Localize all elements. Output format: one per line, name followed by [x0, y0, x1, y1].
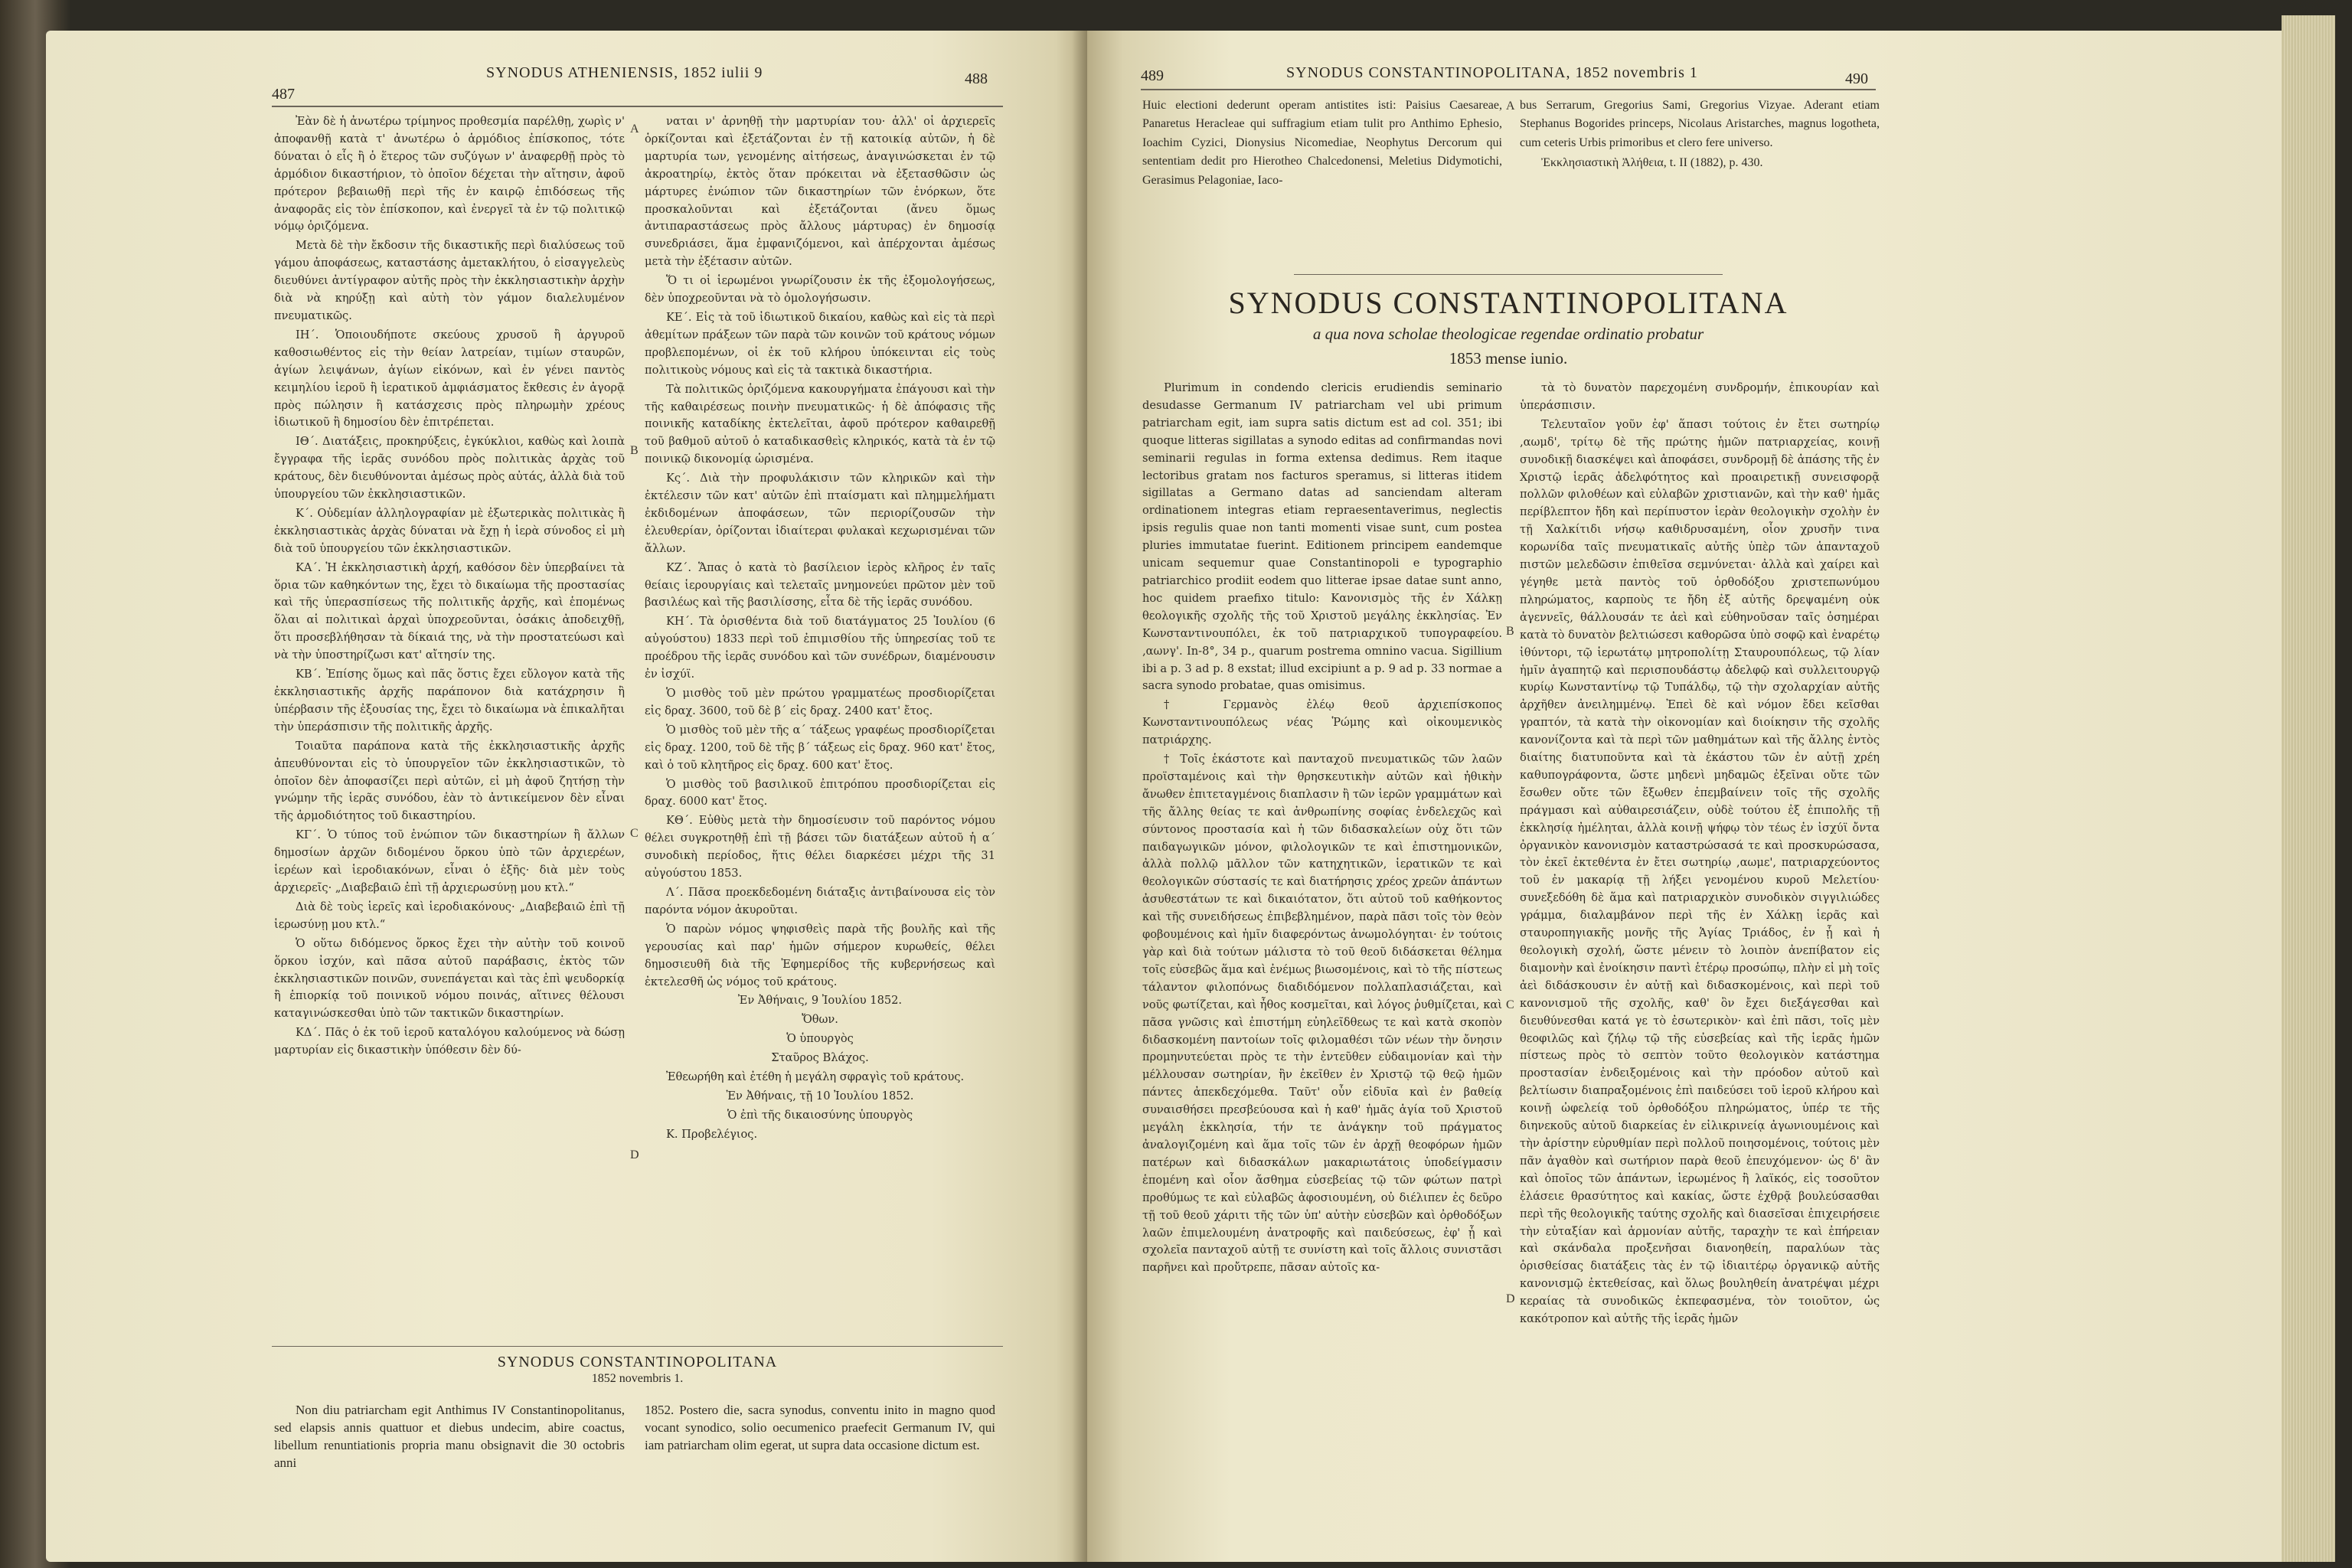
text-column-right-b [1520, 380, 1880, 1559]
paragraph: ναται ν' ἀρνηθῇ τὴν μαρτυρίαν του· ἀλλ' οἱ ἀρχιερεῖς ὁρκίζονται καὶ ἐξετάζονται ἐν τῇ κατοικίᾳ αὐτῶν, ἡ δὲ μαρτυρία των, γενομένης αἰτήσεως, ἀναγινώσκεται ἐν τῷ ἀκροατηρίῳ, ἐκτὸς ὅταν πρόκειται νὰ ἐξετασθῶσιν ὡς μάρτυρες ἐνώπιον τῶν δικαστηρίων τῶν ἐνόρκων, ὅτε προσκαλοῦνται καὶ ἐξετάζονται (ἄνευ ὅμως ἀντιπαραστάσεως πρὸς ἄλλους μάρτυρας) ἐν δημοσίᾳ συνεδριάσει, ἅμα ἐμφανιζόμενοι, καὶ ἀπέρχονται ἀμέσως μετὰ τὴν ἐξέτασιν αὐτῶν. [645, 115, 995, 269]
paragraph: τὰ τὸ δυνατὸν παρεχομένη συνδρομήν, ἐπικουρίαν καὶ ὑπεράσπισιν. [1520, 381, 1880, 412]
paragraph: ΚΑ΄. Ἡ ἐκκλησιαστικὴ ἀρχή, καθόσον δὲν ὑπερβαίνει τὰ ὅρια τῶν καθηκόντων της, ἔχει τὸ δικαίωμα τῆς προστασίας καὶ τῆς ὑπερασπίσεως τῆς πολιτικῆς ἀρχῆς, καὶ ἑπομένως ὅλαι αἱ πολιτικαὶ ἀρχαὶ ὑποχρεοῦνται, ὁσάκις ἀποδειχθῇ, ὅτι προσεβλήθησαν τὰ δίκαιά της, νὰ τὴν προστατεύωσι καὶ νὰ τὴν ὑποστηρίζωσι κατ' αἴτησίν της. [274, 560, 625, 662]
running-head-right: SYNODUS CONSTANTINOPOLITANA, 1852 novembris 1 [1286, 64, 1698, 81]
page-number-inner-left: 488 [965, 70, 988, 87]
paragraph: † Γερμανὸς ἐλέῳ θεοῦ ἀρχιεπίσκοπος Κωνσταντινουπόλεως νέας Ῥώμης καὶ οἰκουμενικὸς πατριάρχης. [1142, 698, 1502, 747]
margin-letter-right-d: D [1506, 1292, 1515, 1305]
running-head-left: SYNODUS ATHENIENSIS, 1852 iulii 9 [486, 64, 763, 81]
paragraph: Ὁ οὕτω διδόμενος ὅρκος ἔχει τὴν αὐτὴν τοῦ κοινοῦ ὅρκου ἰσχύν, καὶ πᾶσα αὐτοῦ παράβασις, ἐκτὸς τῶν ἐκκλησιαστικῶν ποινῶν, συνεπάγεται καὶ τὰς ἐπὶ ψευδορκίᾳ ἢ ἐπιορκίᾳ τοῦ ποινικοῦ νόμου ποινάς, αἵτινες θέλουσι καταγινώσκεσθαι ὑπὸ τῶν τακτικῶν δικαστηρίων. [274, 936, 625, 1021]
subtitle-1: a qua nova scholae theologicae regendae ordinatio probatur [1312, 325, 1704, 343]
paragraph: ΚΓ΄. Ὁ τύπος τοῦ ἐνώπιον τῶν δικαστηρίων ἢ ἄλλων δημοσίων ἀρχῶν διδομένου ὅρκου ὑπὸ τῶν ἀρχιερέων, ἱερέων καὶ ἱεροδιακόνων, εἶναι ὁ ἑξῆς· διὰ μὲν τοὺς ἀρχιερεῖς· „Διαβεβαιῶ ἐπὶ τῇ ἀρχιερωσύνῃ μου κτλ.“ [274, 828, 625, 894]
paragraph: Τελευταῖον γοῦν ἐφ' ἅπασι τούτοις ἐν ἔτει σωτηρίῳ ‚αωμδ', τρίτῳ δὲ τῆς πρώτης ἡμῶν πατριαρχείας, κοινῇ συνοδικῇ διασκέψει καὶ ἀποφάσει, συνδρομῇ δὲ ἁπάσης τῆς ἐν Χριστῷ ἱερᾶς ἀδελφότητος καὶ προαιρετικῇ συνεισφορᾷ πολλῶν φιλοθέων καὶ εὐλαβῶν χριστιανῶν, καὶ τὴν καθ' ἡμᾶς περίβλεπτον ἤδη καὶ περίπυστον ἱερὰν θεολογικὴν σχολὴν ἐν τῇ Χαλκίτιδι νήσῳ καθιδρυσαμένη, οἷον χρυσῆν τινα κορωνίδα ταῖς πνευματικαῖς αὐτῆς ὑπὲρ τῶν ἁπανταχοῦ πιστῶν μελεδῶσιν ἐπιθεῖσα σεμνύνεται· ἀλλὰ καὶ χαίρει καὶ γέγηθε μετὰ παντὸς τοῦ ὀρθοδόξου χριστεπωνύμου πληρώματος, καρποὺς τε ἤδη ἐξ αὐτῆς δρεψαμένη οὐκ ἀγεννεῖς, θάλλουσάν τε ἀεὶ καὶ εὐθηνοῦσαν ταῖς ὁσημέραι κατὰ τὸ δυνατὸν βελτιώσεσι καθορῶσα ὑπὸ σοφῷ καὶ ἐναρέτῳ ἰθύντορι, τῷ ἱερωτάτῳ μητροπολίτῃ Σταυρουπόλεως, τῷ λίαν ἡμῖν ἀγαπητῷ καὶ περισπουδάστῳ ἀδελφῷ καὶ συλλειτουργῷ κυρίῳ Κωνσταντίνῳ τῷ Τυπάλδῳ, τῷ τὴν σχολαρχίαν αὐτῆς ἀρχῆθεν ἀνειλημμένῳ. Ἐπεὶ δὲ καὶ νόμον ἔδει κεῖσθαι γραπτόν, τὰ κατὰ τὴν οἰκονομίαν καὶ διοίκησιν τῆς σχολῆς κανονίζοντα καὶ τὰ περὶ τῶν μαθημάτων καὶ τῆς ἄλλης ἐντὸς διαίτης διατυποῦντα καὶ τὰ ἑκάστου τῶν ἐν αὐτῇ χρέη καθυπογράφοντα, ὥστε μηδενὶ μηδαμῶς ἐξεῖναι οὔτε τῶν ἔσωθεν οὔτε τῶν ἔξωθεν ἐπεμβαίνειν τοῖς τῆς σχολῆς πράγμασι καὶ αὐθαιρεσιάζειν, οὐδὲ τούτου ἐξ ἐπιπολῆς τῇ ἐκκλησίᾳ ἠμέληται, ἀλλὰ κοινῇ ψήφῳ τὸν τέως ἐν ἰσχύϊ ὄντα ὀργανικὸν κανονισμὸν καταστρώσασά τε καὶ προσκυρώσασα, τὸν ἐκεῖ ἐκτεθέντα ἐν ἔτει σωτηρίῳ ‚αωμε', πατριαρχεύοντος τοῦ ἐν μακαρίᾳ τῇ λήξει γενομένου κυροῦ Μελετίου· συνεξεδόθη δὲ ἅμα καὶ πατριαρχικὸν συνοδικὸν σιγγιλιώδες γράμμα, διαλαμβάνον περὶ τῆς ἐν Χάλκῃ ἱερᾶς καὶ σταυροπηγιακῆς μονῆς τῆς Ἁγίας Τριάδος, ἐν ᾗ καὶ ἡ θεολογικὴ σχολή, ὥστε μένειν τὸ λοιπὸν ἀνεπίβατον εἰς διαμονὴν καὶ ἐνοίκησιν παντὶ ἑτέρῳ προσώπῳ, πλὴν εἰ μὴ τοῖς ἀεὶ διδάσκουσιν ἐν αὐτῇ καὶ διδασκομένοις, καὶ περὶ τοῦ κανονισμοῦ τῆς σχολῆς, καθ' ὃν ἔχει διεξάγεσθαι καὶ διευθύνεσθαι κατά γε τὸ ἐσωτερικὸν· καὶ ἐπὶ πᾶσι, τοῖς μὲν θεοφιλῶς καὶ ζήλῳ τῷ τῆς εὐσεβείας καὶ τῆς ἱερᾶς ἡμῶν πίστεως πρὸς τὸ σεπτὸν τοῦτο θεολογικὸν κατάστημα προστασίαν ἐνδειξομένοις καὶ τὴν πρόοδον αὐτοῦ καὶ βελτίωσιν διαπραξομένοις ἐπὶ παιδεύσει τοῦ ἱεροῦ κλήρου καὶ κοινῇ ὠφελείᾳ τοῦ ὀρθοδόξου πληρώματος, ὑπέρ τε τῆς διηνεκοῦς αὐτοῦ διαρκείας ἐν εἰλικρινείᾳ ἀγωνιουμένοις καὶ τὴν ἀρίστην εὐρυθμίαν περὶ πολλοῦ ποιησομένοις, τούτοις μὲν πᾶν ἀγαθὸν καὶ σωτήριον παρὰ θεοῦ ἐπευχόμενον· ὡς δ' ἂν καὶ ὁποῖος τῶν ἁπάντων, ἱερωμένος ἢ λαϊκός, εἰς τοσοῦτον ἐλάσειε θρασύτητος καὶ κακίας, ὥστε ἐχθρᾷ βουλεύσασθαι περὶ τῆς θεολογικῆς ταύτης σχολῆς καὶ διασεῖσαι ἐπιχειρήσειε τὴν εὐταξίαν καὶ ἁρμονίαν αὐτῆς, ταραχὴν τε καὶ ἐπήρειαν καὶ σκάνδαλα προξενῆσαι διανοηθείη, παραλύων τὰς ὁρισθείσας διατάξεις τὰς ἐν τῷ ἰδιαιτέρῳ ὀργανικῷ αὐτῆς κανονισμῷ ἐκτεθείσας, καὶ ὅλως βουληθείη ἀνατρέψαι μέχρι κεραίας τὰ συνοδικῶς ἐκπεφασμένα, τὸν τοιοῦτον, ὡς κακότροπον καὶ αὐτῆς τῆς ἱερᾶς ἡμῶν [1520, 417, 1880, 1326]
margin-letter-a: A [630, 122, 639, 136]
paragraph: Ὁ παρὼν νόμος ψηφισθεὶς παρὰ τῆς βουλῆς καὶ τῆς γερουσίας καὶ παρ' ἡμῶν σήμερον κυρωθείς, θέλει δημοσιευθῆ διὰ τῆς Ἐφημερίδος τῆς κυβερνήσεως καὶ ἐκτελεσθῆ ὡς νόμος τοῦ κράτους. [645, 922, 995, 988]
subtitle-2: 1853 mense iunio. [1449, 349, 1568, 368]
margin-letter-right-a: A [1506, 100, 1515, 113]
bottom-col-left-b [645, 1401, 995, 1485]
paragraph: Ὁ μισθὸς τοῦ μὲν πρώτου γραμματέως προσδιορίζεται εἰς δραχ. 3600, τοῦ δὲ β΄ εἰς δραχ. 2400 κατ' ἔτος. [645, 687, 995, 717]
text-column-left-b [645, 113, 995, 1338]
margin-letter-right-b: B [1506, 625, 1514, 638]
paragraph: Κ. Προβελέγιος. [666, 1127, 758, 1141]
paragraph: Κ΄. Οὐδεμίαν ἀλληλογραφίαν μὲ ἐξωτερικὰς πολιτικὰς ἢ ἐκκλησιαστικὰς ἀρχὰς δύναται νὰ ἔχῃ ἡ ἱερὰ σύνοδος εἰ μὴ διὰ τοῦ ὑπουργείου τῶν ἐκκλησιαστικῶν. [274, 506, 625, 555]
paragraph: ΙΘ΄. Διατάξεις, προκηρύξεις, ἐγκύκλιοι, καθὼς καὶ λοιπὰ ἔγγραφα τῆς ἱερᾶς συνόδου πρὸς πολιτικὰς ἀρχὰς τοῦ κράτους, δὲν διευθύνονται ἀμέσως πρὸς αὐτάς, ἀλλὰ διὰ τοῦ ὑπουργείου τῶν ἐκκλησιαστικῶν. [274, 435, 625, 501]
paragraph: ΚΕ΄. Εἰς τὰ τοῦ ἰδιωτικοῦ δικαίου, καθὼς καὶ εἰς τὰ περὶ ἀθεμίτων πράξεων τῶν παρὰ τῶν κοινῶν τοῦ κράτους νόμων προβλεπομένων, οἱ ἐκ τοῦ κλήρου ὑπόκεινται εἰς τοὺς πολιτικοὺς νόμους καὶ εἰς τὰ τακτικὰ δικαστήρια. [645, 310, 995, 377]
paragraph: Ὁ μισθὸς τοῦ μὲν τῆς α΄ τάξεως γραφέως προσδιορίζεται εἰς δραχ. 1200, τοῦ δὲ τῆς β΄ τάξεως εἰς δραχ. 960 κατ' ἔτος, καὶ ὁ τοῦ κλητῆρος εἰς δραχ. 600 κατ' ἔτος. [645, 723, 995, 772]
paragraph: Κς΄. Διὰ τὴν προφυλάκισιν τῶν κληρικῶν καὶ τὴν ἐκτέλεσιν τῶν κατ' αὐτῶν ἐπὶ πταίσματι καὶ πλημμελήματι ἐκδιδομένων ἀποφάσεων, τῶν περιορίζουσῶν τὴν ἐλευθερίαν, ὁρίζονται ἰδιαίτεραι φυλακαὶ κεχωρισμέναι τῶν ἄλλων. [645, 472, 995, 555]
paragraph: Ὁ μισθὸς τοῦ βασιλικοῦ ἐπιτρόπου προσδιορίζεται εἰς δραχ. 6000 κατ' ἔτος. [645, 777, 995, 808]
paragraph: Λ΄. Πᾶσα προεκδεδομένη διάταξις ἀντιβαίνουσα εἰς τὸν παρόντα νόμον ἀκυροῦται. [645, 885, 995, 916]
paragraph: Ὄθων. [802, 1013, 838, 1027]
top-col-right-b [1520, 96, 1880, 234]
bottom-paragraph-a: Non diu patriarcham egit Anthimus IV Constantinopolitanus, sed elapsis annis quattuor et diebus undecim, abire coactus, libellum renuntiationis propria manu obsignavit die 30 octobris anni [274, 1403, 625, 1470]
margin-letter-b: B [630, 444, 639, 457]
text-column-right-a [1142, 380, 1502, 1559]
paragraph: ΚΔ΄. Πᾶς ὁ ἐκ τοῦ ἱεροῦ καταλόγου καλούμενος νὰ δώσῃ μαρτυρίαν εἰς δικαστικὴν ὑπόθεσιν δὲν δύ- [274, 1026, 625, 1057]
top-reference: Ἐκκλησιαστικὴ Ἀλήθεια, t. II (1882), p. 430. [1541, 156, 1763, 170]
paragraph: † Τοῖς ἑκάστοτε καὶ πανταχοῦ πνευματικῶς τῶν λαῶν προϊσταμένοις καὶ τὴν θρησκευτικὴν αὐτῶν καὶ ἠθικὴν ἄνωθεν ἐπιτεταγμένοις διαπλασιν ἢ τῶν ἱερῶν γραμμάτων καὶ τῆς ἄλλης θείας τε καὶ ἀνθρωπίνης σοφίας ἐνδελεχῶς καὶ σύντονος προστασία καὶ ἡ τῶν διδασκαλείων οὐχ ὅτι τῶν παιδαγωγικῶν μόνον, φιλολογικῶν τε καὶ ἐπιστημονικῶν, ἀλλὰ πολλῷ μᾶλλον τῶν κατηχητικῶν, ἱερατικῶν τε καὶ θεολογικῶν σύστασίς τε καὶ διατήρησις χρέος χρεῶν ἁπάντων ἀσυθεστάτων τε καὶ δικαιότατον, ὅτι αὐτοῦ τοῦ καθήκοντος καὶ τῆς συνειδήσεως ἐπιβεβλημένον, παρὰ πᾶσι τοῖς τὸν θεὸν φοβουμένοις καὶ ἡμῖν διαφερόντως ἀνωμολόγηται· ἐν τούτοις γὰρ καὶ διὰ τούτων μάλιστα τὸ τοῦ θεοῦ διδάσκεται θέλημα τοῖς εὐσεβῶς ἅμα καὶ ἐνέμως βιωσομένοις, καὶ τὸ τῆς πίστεως τάλαντον φιλοπόνως διαδιδόμενον πολλαπλασιάζεται, καὶ νοῦς φωτίζεται, καὶ ἦθος κοσμεῖται, καὶ λόγος ῥυθμίζεται, καὶ πᾶσα γνῶσις καὶ ἐπιστήμη εὐηλεῖδθεως τε καὶ κατὰ σκοπὸν διδασκομένη παντοίων τοῖς φιλομαθέσι τῶν νέων τὴν ὄνησιν προμηνυτεύεται πρὸς τε τὴν ἐντεῦθεν εὐδαιμονίαν καὶ τὴν μέλλουσαν σωτηρίαν, ἣν ἐκεῖθεν ἐν Χριστῷ τῷ θεῷ ἡμῶν πάντες ἀπεκδεχόμεθα. Ταῦτ' οὖν εἰδυῖα καὶ ἐν βαθείᾳ συναισθήσει πρεσβεύουσα καὶ ἡ καθ' ἡμᾶς ἁγία τοῦ Χριστοῦ μεγάλη ἐκκλησία, τήν τε ἀνάγκην τοῦ πράγματος ἀναλογιζομένη καὶ ἅμα τοῖς τῶν ἐν ἀρχῇ θεοφόρων ἡμῶν πατέρων καὶ διδασκάλων μακαριωτάτοις ὑποδείγμασιν ἑπομένη καὶ οἷον ἄσθημα εὐσεβείας τῷ τῶν φώτων πατρὶ προθύμως τε καὶ εὐλαβῶς ἀφοσιουμένη, οὐ διέλιπεν ἐς δεῦρο τῇ τοῦ θεοῦ χάριτι τῆς τῶν ὑπ' αὐτὴν εὐσεβῶν καὶ ὀρθοδόξων λαῶν ἐπιμελουμένη ἀνατροφῆς καὶ παιδεύσεως, ἐφ' ᾗ καὶ σχολεῖα πανταχοῦ αὐτῇ τε συνίστη καὶ τοῖς ἄλλοις συνιστᾶσι παρῆνει καὶ προὔτρεπε, πᾶσαν αὐτοῖς κα- [1142, 753, 1502, 1275]
margin-letter-d: D [630, 1148, 639, 1161]
text-column-left-a [274, 113, 625, 1338]
section-title-left: SYNODUS CONSTANTINOPOLITANA [497, 1354, 778, 1370]
paragraph: Ἐθεωρήθη καὶ ἐτέθη ἡ μεγάλη σφραγὶς τοῦ κράτους. [666, 1070, 965, 1084]
left-page [46, 31, 1087, 1562]
paragraph: ΚΖ΄. Ἅπας ὁ κατὰ τὸ βασίλειον ἱερὸς κλῆρος ἐν ταῖς θείαις ἱερουργίαις καὶ τελεταῖς μνημονεύει πρῶτον μὲν τοῦ βασιλέως καὶ τῆς βασιλίσσης, εἶτα δὲ τῆς ἱερᾶς συνόδου. [645, 560, 995, 609]
margin-letter-right-c: C [1506, 998, 1514, 1011]
bottom-paragraph-b: 1852. Postero die, sacra synodus, conventu inito in magno quod vocant synodico, solio oecumenico praefecit Germanum IV, qui iam patriarcham olim egerat, ut supra data occasione dictum est. [645, 1403, 995, 1452]
margin-letter-c: C [630, 827, 639, 840]
top-paragraph-a: Huic electioni dederunt operam antistites isti: Paisius Caesareae, Panaretus Heracleae qui suffragium etiam tulit pro Anthimo Ephesio, Ioachim Cyzici, Dionysius Nicomediae, Neophytus Dercorum qui sententiam dedit pro Hierotheo Chalcedonensi, Meletius Didymotichi, Gerasimus Pelagoniae, Iaco- [1142, 99, 1502, 187]
paragraph: ΙΗ΄. Ὁποιουδήποτε σκεύους χρυσοῦ ἢ ἀργυροῦ καθοσιωθέντος εἰς τὴν θείαν λατρείαν, τιμίων σταυρῶν, ἁγίων λειψάνων, ἁγίων εἰκόνων, καὶ ἐν γένει παντὸς κειμηλίου ἱεροῦ ἢ ἱερατικοῦ ἀμφιάσματος ἔκθεσις ἐν ἀγορᾷ πρὸς πώλησιν ἢ κατάσχεσις πρὸς πληρωμὴν χρέους ἰδιωτικοῦ ἢ δημοσίου δὲν ἐπιτρέπεται. [274, 328, 625, 430]
paragraph: Μετὰ δὲ τὴν ἔκδοσιν τῆς δικαστικῆς περὶ διαλύσεως τοῦ γάμου ἀποφάσεως, καταστάσης ἀμετακλήτου, ὁ εἰσαγγελεὺς διευθύνει ἀντίγραφον αὐτῆς πρὸς τὴν ἐκκλησιαστικὴν ἀρχὴν διὰ νὰ κηρύξῃ καὶ αὐτὴ τὸν γάμον διαλελυμένον πνευματικῶς. [274, 239, 625, 322]
paragraph: Τοιαῦτα παράπονα κατὰ τῆς ἐκκλησιαστικῆς ἀρχῆς ἀπευθύνονται εἰς τὸ ὑπουργεῖον τῶν ἐκκλησιαστικῶν, τὸ ὁποῖον δὲν ἀποφασίζει περὶ αὐτῶν, εἰ μὴ ἀφοῦ ζητήσῃ τὴν γνώμην τῆς ἱερᾶς συνόδου, ἐὰν τὸ ἀντικείμενον δὲν εἶναι τῆς ἁρμοδιότητος τοῦ δικαστηρίου. [274, 739, 625, 823]
page-number-inner-right: 489 [1141, 67, 1164, 84]
paragraph: Διὰ δὲ τοὺς ἱερεῖς καὶ ἱεροδιακόνους· „Διαβεβαιῶ ἐπὶ τῇ ἱερωσύνῃ μου κτλ.“ [274, 900, 625, 931]
paragraph: Ὁ ὑπουργὸς [786, 1032, 854, 1046]
paragraph: ΚΘ΄. Εὐθὺς μετὰ τὴν δημοσίευσιν τοῦ παρόντος νόμου θέλει συγκροτηθῇ ἐπὶ τῇ βάσει τῶν διατάξεων αὐτοῦ ἡ α΄ συνοδικὴ περίοδος, ἥτις θέλει διαρκέσει μέχρι τῆς 31 αὐγούστου 1853. [645, 814, 995, 880]
section-date-left: 1852 novembris 1. [591, 1372, 684, 1385]
main-title: SYNODUS CONSTANTINOPOLITANA [1228, 286, 1788, 320]
paragraph: Plurimum in condendo clericis erudiendis seminario desudasse Germanum IV patriarcham vel ubi primum patriarcham egit, iam supra satis dictum est ad col. 351; ibi quoque litteras sigillatas a synodo editas ad confirmandas novi seminarii regulas in forma extensa dedimus. Rem itaque lectoribus gratam nos facturos speramus, si litteras itidem sigillatas a Germano datas ad sanciendam alteram ordinationem integras etiam repraesentaverimus, neglectis ipsis regulis quae non tanti momenti visae sunt, cum postea pluries immutatae fuerint. Editionem principem eandemque unicam sequemur quae Constantinopoli e typographio patriarchico prodiit eodem quo litterae ipsae datae sunt anno, hoc quidem praefixo titulo: Κανονισμὸς τῆς ἐν Χάλκῃ θεολογικῆς σχολῆς τῆς τοῦ Χριστοῦ μεγάλης ἐκκλησίας. Ἐν Κωνσταντινουπόλει, ἐκ τοῦ πατριαρχικοῦ τυπογραφείου. ‚αωνγ'. In-8°, 34 p., quarum postrema omnino vacua. Sigillium ibi a p. 3 ad p. 8 exstat; illud excipiunt a p. 9 ad p. 33 normae a sacra synodo probatae, quas omisimus. [1142, 381, 1502, 693]
bottom-col-left-a [274, 1401, 625, 1485]
section-rule [272, 1346, 1003, 1347]
page-number-outer-left: 487 [272, 86, 295, 103]
page-edges [2282, 15, 2335, 1562]
top-col-right-a [1142, 96, 1502, 234]
paragraph: Ὅ τι οἱ ἱερωμένοι γνωρίζουσιν ἐκ τῆς ἐξομολογήσεως, δὲν ὑποχρεοῦνται νὰ τὸ ὁμολογήσωσιν. [645, 274, 995, 305]
paragraph: Σταῦρος Βλάχος. [771, 1051, 869, 1065]
paragraph: Ἐν Ἀθήναις, τῇ 10 Ἰουλίου 1852. [726, 1089, 914, 1102]
paragraph: Ἐν Ἀθήναις, 9 Ἰουλίου 1852. [737, 994, 903, 1008]
page-number-outer-right: 490 [1845, 70, 1868, 87]
header-rule [272, 106, 1003, 107]
top-paragraph-b: bus Serrarum, Gregorius Sami, Gregorius Vizyae. Aderant etiam Stephanus Bogorides princeps, Nicolaus Aristarches, magnus logotheta, cum ceteris Urbis primoribus et clero fere universo. [1520, 99, 1880, 149]
right-page [1087, 31, 2282, 1562]
header-rule-right [1141, 89, 1876, 90]
paragraph: Ὁ ἐπὶ τῆς δικαιοσύνης ὑπουργὸς [727, 1108, 913, 1122]
paragraph: Ἐὰν δὲ ἡ ἀνωτέρω τρίμηνος προθεσμία παρέλθῃ, χωρὶς ν' ἀποφανθῇ κατὰ τ' ἀνωτέρω ὁ ἁρμόδιος ἐπίσκοπος, τότε δύναται ὁ εἷς ἢ ὁ ἕτερος τῶν συζύγων ν' ἀναφερθῇ πρὸς τὸ ἁρμόδιον δικαστήριον, τὸ ὁποῖον δέχεται τὴν αἴτησιν, ἀφοῦ πρότερον βεβαιωθῇ περὶ τῆς ἐν καιρῷ ἐπιδόσεως τῆς ἀναφορᾶς εἰς τὸν ἐπίσκοπον, καὶ ἐνεργεῖ τὰ ἐν τῷ πολιτικῷ νόμῳ ὁριζόμενα. [274, 115, 625, 234]
paragraph: Τὰ πολιτικῶς ὁριζόμενα κακουργήματα ἐπάγουσι καὶ τὴν τῆς καθαιρέσεως ποινὴν πνευματικῶς· ἡ δὲ ἀπόφασις τῆς ποινικῆς καταδίκης ἐκτελεῖται, ἀφοῦ πρότερον καθαιρεθῇ τοῦ βαθμοῦ αὐτοῦ ὁ καταδικασθεὶς κληρικός, κατὰ τὰ ἐν τῷ ποινικῷ δικονομίᾳ ὡρισμένα. [645, 382, 995, 466]
title-rule [1294, 274, 1723, 275]
paragraph: ΚΒ΄. Ἐπίσης ὅμως καὶ πᾶς ὅστις ἔχει εὔλογον κατὰ τῆς ἐκκλησιαστικῆς ἀρχῆς παράπονον διὰ κατάχρησιν ἢ ὑπέρβασιν τῆς ἐξουσίας της, ἔχει τὸ δικαίωμα νὰ ἐπικαλῆται τὴν ὑπεράσπισιν τῆς πολιτικῆς ἀρχῆς. [274, 668, 625, 733]
paragraph: ΚΗ΄. Τὰ ὁρισθέντα διὰ τοῦ διατάγματος 25 Ἰουλίου (6 αὐγούστου) 1833 περὶ τοῦ ἐπιμισθίου τῆς ὑπηρεσίας τοῦ τε προέδρου τῆς ἱερᾶς συνόδου καὶ τῶν συνέδρων, διαμένουσιν ἐν ἰσχύϊ. [645, 615, 995, 681]
